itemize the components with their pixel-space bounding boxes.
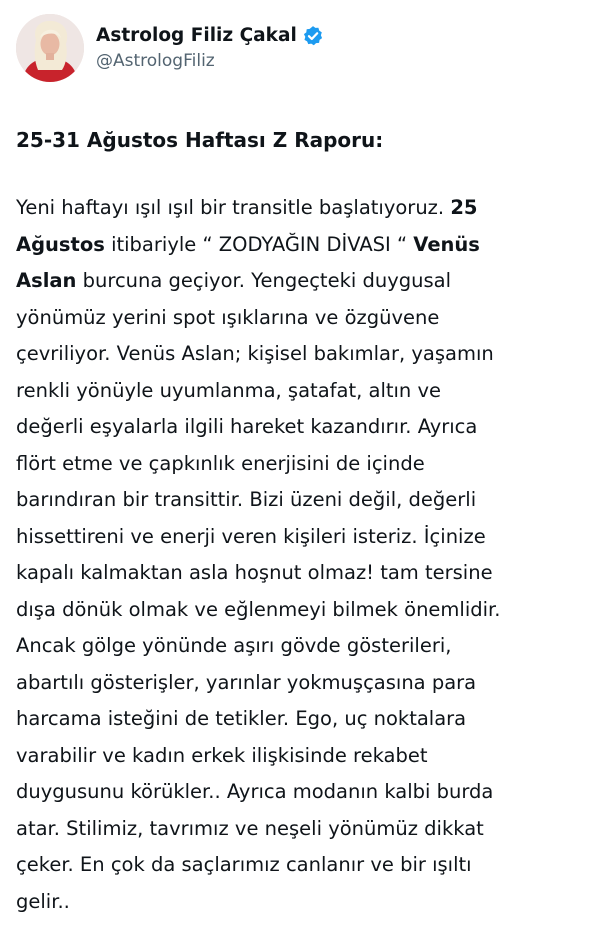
post-body-line: [16, 555, 584, 592]
post-body-line: [16, 628, 584, 665]
text-segment: harcama isteğini de tetikler. Ego, uç noktalara: [16, 707, 467, 730]
user-handle[interactable]: @AstrologFiliz: [96, 51, 215, 71]
post-body-line: [16, 190, 584, 227]
text-segment: itibariyle “ ZODYAĞIN DİVASI “: [104, 232, 414, 256]
post-body-line: [16, 446, 584, 483]
post-content: [16, 120, 584, 920]
text-segment: duygusunu körükler.. Ayrıca modanın kalbi burda: [16, 780, 494, 803]
post-body-line: [16, 811, 584, 848]
post-body-line: [16, 227, 584, 264]
text-segment: atar. Stilimiz, tavrımız ve neşeli yönümüz dikkat: [16, 816, 484, 840]
text-segment: barındıran bir transittir. Bizi üzeni değil, değerli: [16, 488, 477, 511]
bold-text-segment: Aslan: [16, 269, 77, 292]
display-name[interactable]: Astrolog Filiz Çakal: [96, 25, 297, 46]
text-segment: flört etme ve çapkınlık enerjisini de içinde: [16, 451, 425, 475]
text-segment: burcuna geçiyor. Yengeçteki duygusal: [76, 269, 452, 292]
text-segment: çeker. En çok da saçlarımız canlanır ve bir ışıltı: [16, 853, 472, 876]
text-segment: dışa dönük olmak ve eğlenmeyi bilmek önemlidir.: [16, 597, 501, 621]
text-segment: çevriliyor. Venüs Aslan; kişisel bakımlar, yaşamın: [16, 342, 494, 365]
post-body-line: [16, 482, 584, 519]
bold-text-segment: Venüs: [413, 232, 480, 256]
verified-badge-icon: [302, 25, 324, 47]
post-body-line: [16, 336, 584, 373]
text-segment: yönümüz yerini spot ışıklarına ve özgüvene: [16, 305, 440, 329]
post-body-line: [16, 847, 584, 884]
text-segment: abartılı gösterişler, yarınlar yokmuşçasına para: [16, 670, 477, 694]
post-title: 25-31 Ağustos Haftası Z Raporu:: [16, 128, 384, 152]
post-body-line: [16, 665, 584, 702]
post-body-line: [16, 774, 584, 811]
post-body-line: [16, 409, 584, 446]
post-body-line: [16, 701, 584, 738]
post-body-line: [16, 519, 584, 556]
post-body-line: [16, 263, 584, 300]
text-segment: değerli eşyalarla ilgili hareket kazandırır. Ayrıca: [16, 415, 478, 438]
text-segment: Yeni haftayı ışıl ışıl bir transitle başlatıyoruz.: [16, 196, 451, 219]
avatar[interactable]: [16, 14, 84, 82]
post-body-line: [16, 373, 584, 410]
text-segment: hissettireni ve enerji veren kişileri isteriz. İçinize: [16, 524, 486, 548]
bold-text-segment: 25: [450, 196, 478, 219]
post-body-line: [16, 300, 584, 337]
text-segment: Ancak gölge yönünde aşırı gövde gösterileri,: [16, 634, 452, 657]
text-segment: varabilir ve kadın erkek ilişkisinde rekabet: [16, 743, 428, 767]
post-body-line: [16, 738, 584, 775]
post-body-line: [16, 592, 584, 629]
post-body: [16, 190, 584, 920]
text-segment: renkli yönüyle uyumlanma, şatafat, altın ve: [16, 378, 442, 402]
post-header: [16, 14, 586, 84]
profile-photo: [16, 14, 84, 82]
text-segment: kapalı kalmaktan asla hoşnut olmaz! tam tersine: [16, 561, 493, 584]
post-body-line: [16, 884, 584, 921]
text-segment: gelir..: [16, 889, 70, 913]
bold-text-segment: Ağustos: [16, 232, 105, 256]
